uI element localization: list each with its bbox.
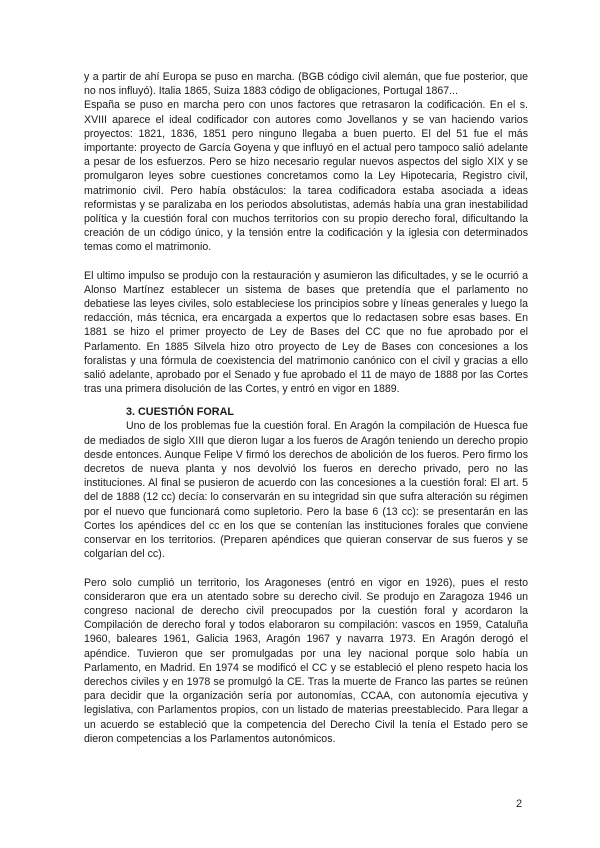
paragraph-gap <box>84 396 528 405</box>
document-page <box>84 70 528 746</box>
paragraph-foral-question: Uno de los problemas fue la cuestión foral. En Aragón la compilación de Huesca fue de mediados de siglo XIII que dieron lugar a los fueros de Aragón teniendo un derecho propio desde entonces. Aunque Felipe V firmó los derechos de abolición de los fueros. Pero firmo los decretos de nueva planta y nos devolvió los fueros en derecho privado, pero no las instituciones. Al final se pusieron de acuerdo con las concesiones a la cuestión foral: El art. 5 del de 1888 (12 cc) decía: lo conservarán en su integridad sin que sufra alteración su régimen por el nuevo que funcionará como supletorio. Pero la base 6 (13 cc): se presentarán en las Cortes los apéndices del cc en los que se contenían las instituciones forales que conviene conservar en los territorios. (Preparen apéndices que quieran conservar de sus fueros y se colgarían del cc). <box>84 420 528 561</box>
paragraph-spain-codification: España se puso en marcha pero con unos factores que retrasaron la codificación. En el s. XVIII aparece el ideal codificador con autores como Jovellanos y se van haciendo varios proyectos: 1821, 1836, 1851 pero ninguno llegaba a buen puerto. El del 51 fue el más importante: proyecto de García Goyena y que influyó en el actual pero tampoco salió adelante a pesar de los esfuerzos. Pero se hizo necesario regular nuevos aspectos del siglo XIX y se promulgaron leyes sobre cuestiones concretamos como la Ley Hipotecaria, Registro civil, matrimonio civil. Pero había obstáculos: la tarea codificadora estaba asociada a ideas reformistas y se paralizaba en los periodos absolutistas, además había una gran inestabilidad política y la cuestión foral con muchos territorios con su propio derecho foral, dificultando la creación de un código único, y la tensión entre la codificación y la iglesia con determinados temas como el matrimonio. <box>84 99 528 254</box>
paragraph-aragon-compilations: Pero solo cumplió un territorio, los Aragoneses (entró en vigor en 1926), pues el resto consideraron que era un atentado sobre su derecho civil. Se produjo en Zaragoza 1946 un congreso nacional de derecho civil preocupados por la cuestión foral y acordaron la Compilación de derecho foral y todos elaboraron su compilación: vascos en 1959, Cataluña 1960, baleares 1961, Galicia 1963, Aragón 1967 y navarra 1973. En Aragón derogó el apéndice. Tuvieron que ser promulgadas por una ley nacional porque solo había un Parlamento, en Madrid. En 1974 se modificó el CC y se estableció el pleno respeto hacia los derechos civiles y en 1978 se promulgó la CE. Tras la muerte de Franco las partes se reúnen para decidir que la organización sería por autonomías, CCAA, con autonomía ejecutiva y legislativa, con Parlamentos propios, con un listado de materias preestablecido. Para llegar a un acuerdo se estableció que la competencia del Derecho Civil la tenía el Estado pero se dieron competencias a los Parlamentos autonómicos. <box>84 576 528 745</box>
paragraph-gap <box>84 562 528 576</box>
paragraph-gap <box>84 255 528 269</box>
page-number: 2 <box>516 798 523 810</box>
section-heading: 3. CUESTIÓN FORAL <box>126 406 234 419</box>
paragraph-restoration-impulse: El ultimo impulso se produjo con la restauración y asumieron las dificultades, y se le ocurrió a Alonso Martínez establecer un sistema de bases que pretendía que el parlamento no debatiese las leyes civiles, solo estableciese los principios sobre y líneas generales y luego la redacción, más técnica, era encargada a expertos que lo redactasen sobre esas bases. En 1881 se hizo el primer proyecto de Ley de Bases del CC que no fue aprobado por el Parlamento. En 1885 Silvela hizo otro proyecto de Ley de Bases con concesiones a los foralistas y una fórmula de coexistencia del matrimonio canónico con el civil y gracias a ello salió adelante, aprobado por el Senado y fue aprobado el 11 de mayo de 1888 por las Cortes tras una primera disolución de las Cortes, y entró en vigor en 1889. <box>84 269 528 396</box>
paragraph-europe-codification: y a partir de ahí Europa se puso en marcha. (BGB código civil alemán, que fue posterior, que no nos influyó). Italia 1865, Suiza 1883 código de obligaciones, Portugal 1867... <box>84 71 528 98</box>
